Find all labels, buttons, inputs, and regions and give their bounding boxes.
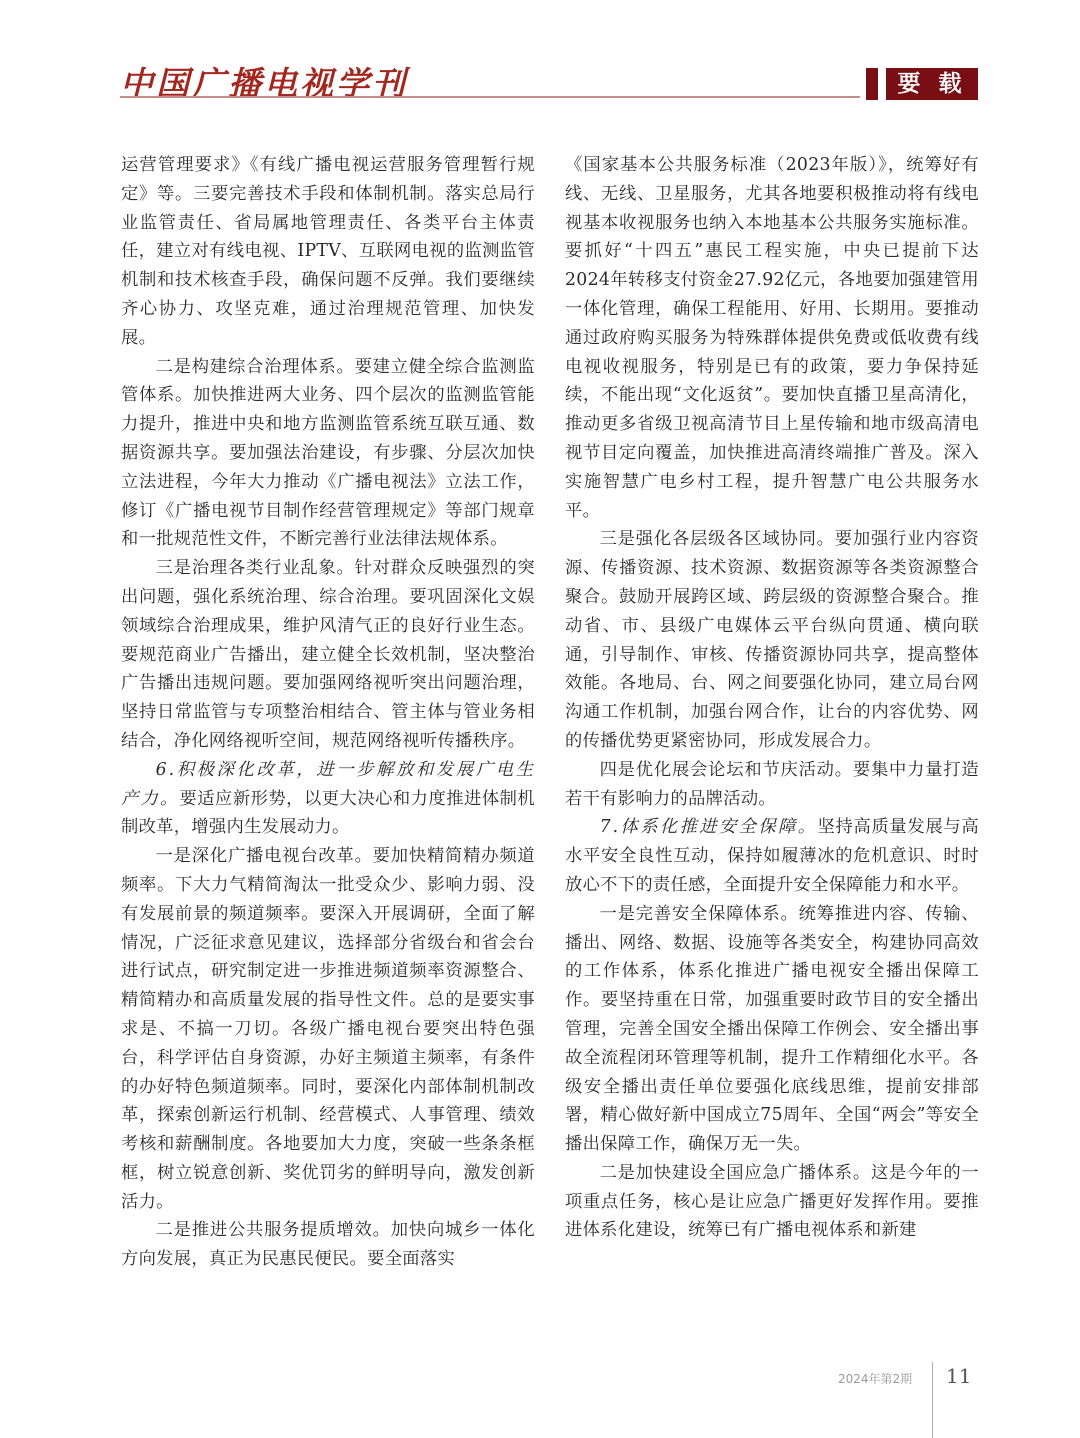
section-tab <box>860 68 978 100</box>
section-paragraph <box>565 813 979 899</box>
section-tab-marker <box>866 68 878 100</box>
paragraph: 四是优化展会论坛和节庆活动。要集中力量打造若干有影响力的品牌活动。 <box>565 759 979 809</box>
right-column <box>565 151 979 1245</box>
section-paragraph <box>121 756 535 842</box>
paragraph: 三是强化各层级各区域协同。要加强行业内容资源、传播资源、技术资源、数据资源等各类资源整合聚合。鼓励开展跨区域、跨层级的资源整合聚合。推动省、市、县级广电媒体云平台纵向贯通、横向联通，引导制作、审核、传播资源协同共享，提高整体效能。各地局、台、网之间要强化协同，建立局台网沟通工作机制，加强台网合作，让台的内容优势、网的传播优势更紧密协同，形成发展合力。 <box>565 529 979 751</box>
footer-divider <box>932 1362 933 1438</box>
section-label: 要 载 <box>886 68 978 100</box>
issue-label: 2024年第2期 <box>838 1372 913 1386</box>
paragraph: 二是推进公共服务提质增效。加快向城乡一体化方向发展，真正为民惠民便民。要全面落实 <box>121 1220 535 1270</box>
paragraph-text: 要适应新形势，以更大决心和力度推进体制机制改革，增强内生发展动力。 <box>121 788 535 838</box>
paragraph: 《国家基本公共服务标准（2023年版）》，统筹好有线、无线、卫星服务，尤其各地要积极推动将有线电视基本收视服务也纳入本地基本公共服务实施标准。要抓好“十四五”惠民工程实施，中央已提前下达2024年转移支付资金27.92亿元，各地要加强建管用一体化管理，确保工程能用、好用、长期用。要推动通过政府购买服务为特殊群体提供免费或低收费有线电视收视服务，特别是已有的政策，要力争保持延续，不能出现“文化返贫”。要加快直播卫星高清化，推动更多省级卫视高清节目上星传输和地市级高清电视节目定向覆盖，加快推进高清终端推广普及。深入实施智慧广电乡村工程，提升智慧广电公共服务水平。 <box>565 155 979 521</box>
paragraph: 一是深化广播电视台改革。要加快精简精办频道频率。下大力气精简淘汰一批受众少、影响力弱、没有发展前景的频道频率。要深入开展调研，全面了解情况，广泛征求意见建议，选择部分省级台和省会台进行试点，研究制定进一步推进频道频率资源整合、精简精办和高质量发展的指导性文件。总的是要实事求是、不搞一刀切。各级广播电视台要突出特色强台，科学评估自身资源，办好主频道主频率，有条件的办好特色频道频率。同时，要深化内部体制机制改革，探索创新运行机制、经营模式、人事管理、绩效考核和薪酬制度。各地要加大力度，突破一些条条框框，树立锐意创新、奖优罚劣的鲜明导向，激发创新活力。 <box>121 846 535 1212</box>
paragraph: 三是治理各类行业乱象。针对群众反映强烈的突出问题，强化系统治理、综合治理。要巩固深化文娱领域综合治理成果，维护风清气正的良好行业生态。要规范商业广告播出，建立健全长效机制，坚决整治广告播出违规问题。要加强网络视听突出问题治理，坚持日常监管与专项整治相结合、管主体与管业务相结合，净化网络视听空间，规范网络视听传播秩序。 <box>121 558 535 751</box>
journal-logo: 中国广播电视学刊 <box>120 64 408 103</box>
section-heading: 7.体系化推进安全保障。 <box>599 817 818 838</box>
paragraph: 二是加快建设全国应急广播体系。这是今年的一项重点任务，核心是让应急广播更好发挥作用。要推进体系化建设，统筹已有广播电视体系和新建 <box>565 1162 979 1241</box>
header-divider <box>120 96 860 98</box>
section-heading: 6.积极深化改革，进一步解放和发展广电生产力。 <box>121 759 535 809</box>
page-header <box>0 0 1080 110</box>
paragraph-text: 坚持高质量发展与高水平安全良性互动，保持如履薄冰的危机意识、时时放心不下的责任感，全面提升安全保障能力和水平。 <box>565 817 979 895</box>
page-number: 11 <box>946 1364 972 1388</box>
left-column <box>121 151 535 1274</box>
paragraph: 二是构建综合治理体系。要建立健全综合监测监管体系。加快推进两大业务、四个层次的监测监管能力提升，推进中央和地方监测监管系统互联互通、数据资源共享。要加强法治建设，有步骤、分层次加快立法进程，今年大力推动《广播电视法》立法工作，修订《广播电视节目制作经营管理规定》等部门规章和一批规范性文件，不断完善行业法律法规体系。 <box>121 356 535 550</box>
paragraph: 运营管理要求》《有线广播电视运营服务管理暂行规定》等。三要完善技术手段和体制机制。落实总局行业监管责任、省局属地管理责任、各类平台主体责任，建立对有线电视、IPTV、互联网电视的监测监管机制和技术核查手段，确保问题不反弹。我们要继续齐心协力、攻坚克难，通过治理规范管理、加快发展。 <box>121 155 535 348</box>
paragraph: 一是完善安全保障体系。统筹推进内容、传输、播出、网络、数据、设施等各类安全，构建协同高效的工作体系，体系化推进广播电视安全播出保障工作。要坚持重在日常，加强重要时政节目的安全播出管理，完善全国安全播出保障工作例会、安全播出事故全流程闭环管理等机制，提升工作精细化水平。各级安全播出责任单位要强化底线思维，提前安排部署，精心做好新中国成立75周年、全国“两会”等安全播出保障工作，确保万无一失。 <box>565 903 979 1155</box>
